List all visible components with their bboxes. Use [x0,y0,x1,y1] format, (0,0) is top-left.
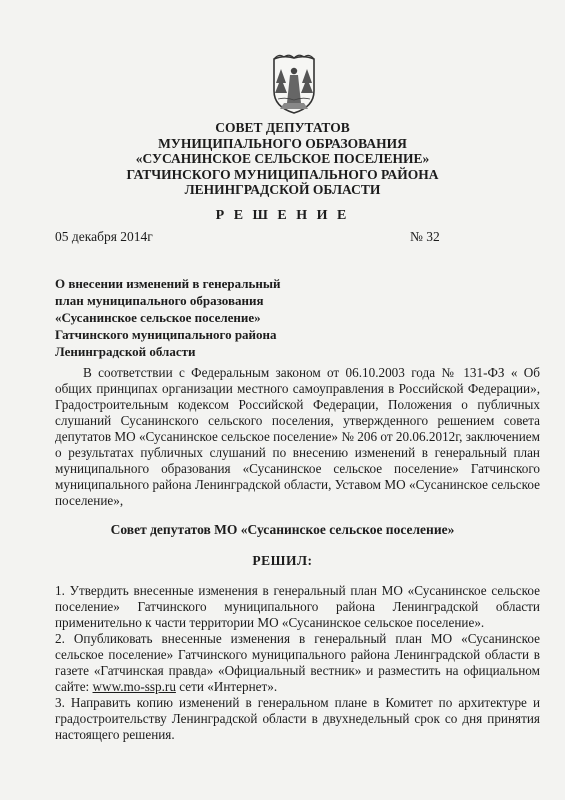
decision-number: № 32 [410,229,440,244]
coat-of-arms-emblem [270,53,318,115]
preamble-block [55,365,540,509]
resolution-point-3: 3. Направить копию изменений в генеральном плане в Комитет по архитектуре и градостроительству Ленинградской области в двухнедельный срок со дня принятия настоящего решения. [55,695,540,742]
point-2-text: 2. Опубликовать внесенные изменения в генеральный план МО «Сусанинское сельское поселение» Гатчинского муниципального района Ленинградской области в газете «Гатчинская правда» «Официальный вестник» и разместить на официальном сайте: [55,631,540,694]
subject-line: Ленинградской области [55,344,196,359]
resolved-heading: РЕШИЛ: [252,553,313,568]
point-2-text-end: сети «Интернет». [175,679,278,694]
header-line: ЛЕНИНГРАДСКОЙ ОБЛАСТИ [184,182,381,197]
header-line: «СУСАНИНСКОЕ СЕЛЬСКОЕ ПОСЕЛЕНИЕ» [135,151,430,166]
decision-subject [55,275,315,360]
website-link[interactable]: www.mo-ssp.ru [92,679,176,694]
header-line: СОВЕТ ДЕПУТАТОВ [215,120,350,135]
resolution-points [55,583,540,743]
header-line: ГАТЧИНСКОГО МУНИЦИПАЛЬНОГО РАЙОНА [126,166,439,182]
subject-line: О внесении изменений в генеральный [55,276,281,291]
header-line: МУНИЦИПАЛЬНОГО ОБРАЗОВАНИЯ [158,135,407,151]
decision-date: 05 декабря 2014г [55,229,153,244]
subject-line: план муниципального образования [55,293,264,308]
preamble-paragraph: В соответствии с Федеральным законом от 06.10.2003 года № 131-ФЗ « Об общих принципах организации местного самоуправления в Российской Федерации», Градостроительным кодексом Российской Федерации, Положения о публичных слушаний Сусанинского сельского поселения, утвержденного решением совета депутатов МО «Сусанинское сельское поселение» № 206 от 20.06.2012г, заключением о результатах публичных слушаний по внесению изменений в генеральный план муниципального образования «Сусанинское сельское поселение» Гатчинского муниципального района Ленинградской области, Уставом МО «Сусанинское сельское поселение», [55,365,540,508]
resolution-point-2 [55,631,540,695]
council-statement: Совет депутатов МО «Сусанинское сельское поселение» [110,522,455,537]
subject-line: «Сусанинское сельское поселение» [55,310,261,325]
resolution-point-1: 1. Утвердить внесенные изменения в генеральный план МО «Сусанинское сельское поселение» Гатчинского муниципального района Ленинградской области применительно к части территории МО «Сусанинское сельское поселение». [55,583,540,630]
subject-line: Гатчинского муниципального района [55,327,277,342]
council-header [0,120,565,198]
decision-title: Р Е Ш Е Н И Е [215,208,350,223]
